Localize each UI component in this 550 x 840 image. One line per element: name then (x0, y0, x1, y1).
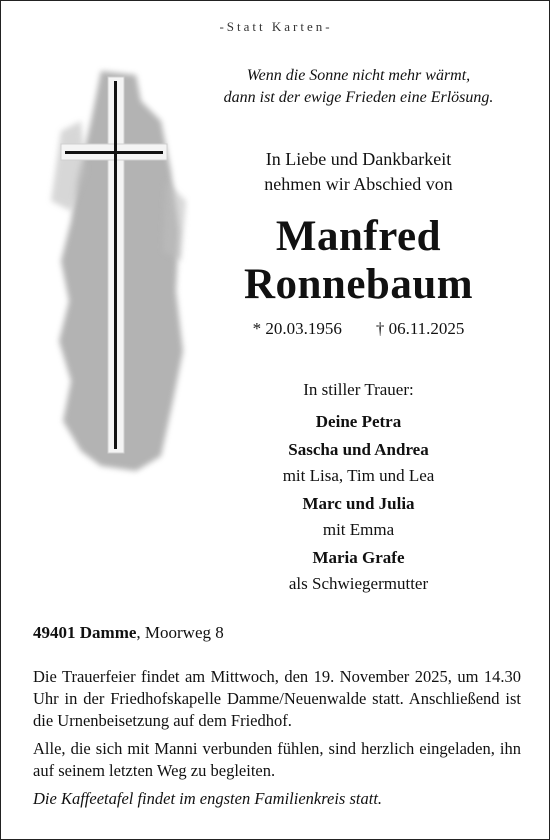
quote-line-2: dann ist der ewige Frieden eine Erlösung. (223, 89, 494, 106)
address (33, 623, 224, 643)
life-dates (196, 319, 521, 339)
cross-image (41, 61, 191, 481)
mourner-sub: mit Lisa, Tim und Lea (282, 466, 435, 485)
intro-line-1: In Liebe und Dankbarkeit (265, 149, 452, 169)
mourner-name: Marc und Julia (302, 494, 415, 513)
address-city: 49401 Damme (33, 623, 137, 642)
mourner-group (196, 437, 521, 489)
quote-line-1: Wenn die Sonne nicht mehr wärmt, (246, 67, 471, 84)
death-date: † 06.11.2025 (375, 319, 465, 338)
header-statt-karten: -Statt Karten- (219, 19, 333, 34)
funeral-info-paragraph-3: Die Kaffeetafel findet im engsten Familienkreis statt. (33, 789, 383, 808)
mourner-sub: mit Emma (322, 520, 395, 539)
mourner-group (196, 545, 521, 597)
funeral-info-paragraph-1: Die Trauerfeier findet am Mittwoch, den 19. November 2025, um 14.30 Uhr in der Friedhofskapelle Damme/Neuenwalde statt. Anschließend ist die Urnenbeisetzung auf dem Friedhof. (33, 667, 521, 730)
funeral-info (33, 666, 521, 816)
deceased-name (196, 213, 521, 309)
mourner-name: Deine Petra (315, 412, 402, 431)
funeral-info-paragraph-2: Alle, die sich mit Manni verbunden fühlen, sind herzlich eingeladen, ihn auf seinem letzten Weg zu begleiten. (33, 739, 521, 780)
cross-icon (41, 61, 191, 481)
mourner-name: Maria Grafe (312, 548, 405, 567)
quote (196, 65, 521, 109)
mourner-group (196, 491, 521, 543)
mourner-sub: als Schwiegermutter (288, 574, 429, 593)
mourner-group (196, 409, 521, 435)
deceased-first-name: Manfred (275, 213, 442, 260)
birth-date: * 20.03.1956 (252, 319, 342, 338)
deceased-last-name: Ronnebaum (243, 261, 474, 308)
mourner-name: Sascha und Andrea (288, 440, 429, 459)
mourners-list (196, 377, 521, 599)
address-street: , Moorweg 8 (136, 623, 224, 642)
mourners-heading: In stiller Trauer: (303, 380, 414, 399)
intro-text (196, 147, 521, 197)
intro-line-2: nehmen wir Abschied von (264, 174, 453, 194)
